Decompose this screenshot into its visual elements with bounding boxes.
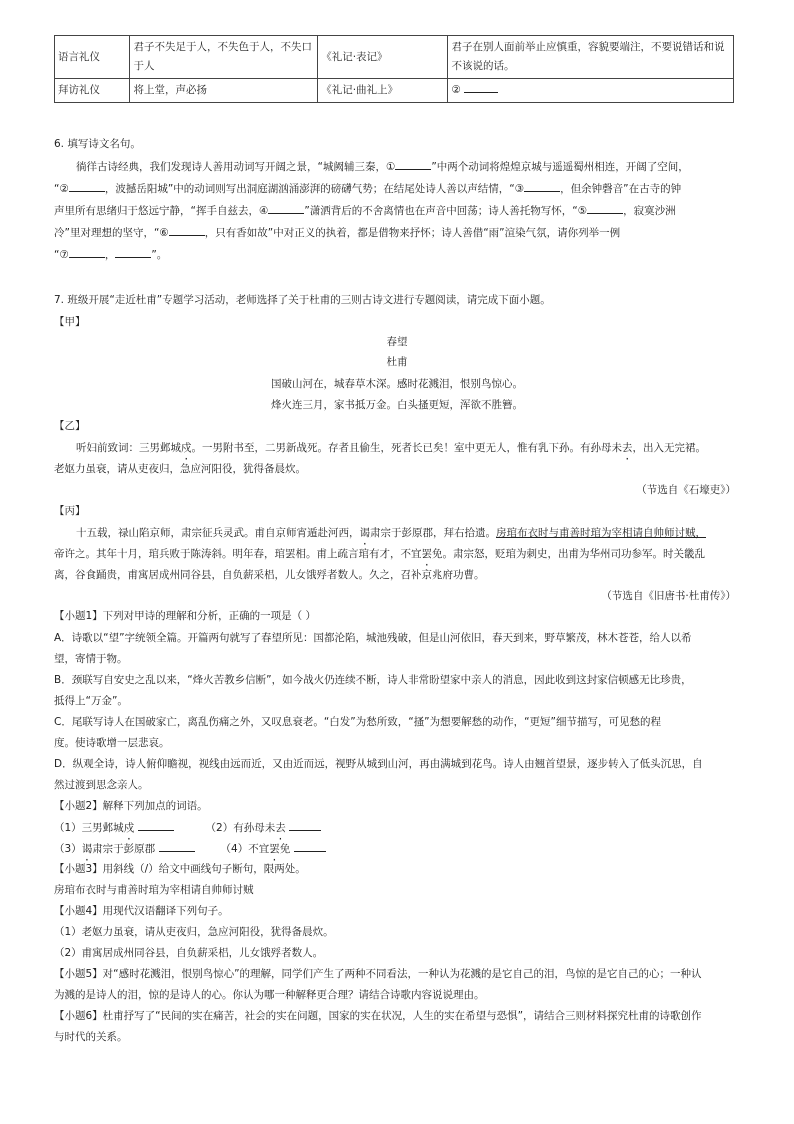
translate-item: （2）甫寓居成州同谷县，自负薪采梠，儿女饿殍者数人。 [54,947,324,959]
table-cell: 语言礼仪 [55,36,130,79]
answer-blank[interactable] [464,81,498,93]
source-note: （节选自《旧唐书·杜甫传》） [601,590,736,602]
passage-line: 帝许之。其年十月，琯兵败于陈涛斜。明年春，琯罢相。甫上疏言琯有才，不宜罢免。肃宗怒，贬琯为刺史，出甫为华州司功参军。时关畿乱 [54,548,705,560]
answer-blank[interactable] [294,840,326,852]
q6-line: 声里所有思绪归于悠远宁静，“挥手自兹去，④ ”潇洒背后的不舍离情也在声音中回荡；诗人善托物写怀，“⑤ ，寂寞沙洲 [54,202,676,219]
subquestion-5: 【小题5】对“感时花溅泪，恨别鸟惊心”的理解，同学们产生了两种不同看法，一种认为花溅的是它自己的泪，鸟惊的是它自己的心；一种认 [54,968,702,980]
poem-title: 春望 [386,336,408,348]
source-note: （节选自《石壕吏》） [636,484,736,496]
answer-blank[interactable] [395,158,431,170]
answer-blank[interactable] [268,202,304,214]
table-cell: 君子在别人面前举止应慎重，容貌要端注，不要说错话和说不该说的话。 [448,36,734,79]
poem-line: 国破山河在，城春草木深。感时花溅泪，恨别鸟惊心。 [271,378,523,390]
poem-line: 烽火连三月，家书抵万金。白头搔更短，浑欲不胜簪。 [271,399,523,411]
passage-line: 十五载，禄山陷京师，肃宗征兵灵武。甫自京师宵遁赴河西，谒肃宗于彭原郡，拜右拾遗。房琯布衣时与甫善时琯为宰相请自帅师讨贼， [76,527,706,539]
passage-line: 老妪力虽衰，请从吏夜归，急应河阳役，犹得备晨炊。 [54,463,306,475]
sentence-to-punctuate: 房琯布衣时与甫善时琯为宰相请自帅师讨贼 [54,884,254,896]
option-d[interactable]: D．纵观全诗，诗人俯仰瞻视，视线由远而近，又由近而远，视野从城到山河，再由满城到花鸟。诗人由翘首望景，逐步转入了低头沉思，自 [54,758,703,770]
passage-line: 离，谷食踊贵，甫寓居成州同谷县，自负薪采梠，儿女饿殍者数人。久之，召补京兆府功曹。 [54,569,485,581]
table-row [55,36,734,79]
section-label-jia: 【甲】 [54,316,86,328]
answer-blank[interactable] [289,819,321,831]
q6-line: “⑦ ， ”。 [54,246,167,263]
table-row [55,79,734,103]
section-label-yi: 【乙】 [54,420,86,432]
blank-label: ② [451,84,461,96]
option-c[interactable]: C．尾联写诗人在国破家亡，离乱伤痛之外，又叹息衰老。“白发”为愁所致，“搔”为想要解愁的动作，“更短”细节描写，可见愁的程 [54,716,661,728]
subquestion-3: 【小题3】用斜线（/）给文中画线句子断句，限两处。 [54,863,306,875]
option-c-cont: 度。使诗歌增一层悲哀。 [54,737,170,749]
answer-blank[interactable] [524,180,560,192]
section-label-bing: 【丙】 [54,505,86,517]
answer-blank[interactable] [69,180,105,192]
etiquette-table [54,35,734,103]
q6-line: 徜徉古诗经典，我们发现诗人善用动词写开阔之景，“城阙辅三秦，① ”中两个动词将煌煌京城与遥遥蜀州相连，开阔了空间， [76,158,689,175]
subquestion-2: 【小题2】解释下列加点的词语。 [54,800,208,812]
subquestion-1: 【小题1】下列对甲诗的理解和分析，正确的一项是（ ） [54,610,317,622]
table-cell: 《礼记·曲礼上》 [318,79,448,103]
q6-line: “② ，波撼岳阳城”中的动词则写出洞庭湖汹涌澎湃的磅礴气势；在结尾处诗人善以声结情，“③ ，但余钟磬音”在古寺的钟 [54,180,681,197]
option-b-cont: 抵得上“万金”。 [54,695,128,707]
passage-line: 听妇前致词：三男邺城戍。一男附书至，二男新战死。存者且偷生，死者长已矣！室中更无人，惟有乳下孙。有孙母未去，出入无完裙。 [76,442,706,454]
vocab-row: （3）谒肃宗于彭原郡 （4）不宜罢免 [54,840,326,857]
q6-title: 6. 填写诗文名句。 [54,138,141,150]
option-a-cont: 望，寄情于物。 [54,653,128,665]
poem-author: 杜甫 [386,356,408,368]
subquestion-6-cont: 与时代的关系。 [54,1031,128,1043]
table-cell: 拜访礼仪 [55,79,130,103]
option-a[interactable]: A．诗歌以“望”字统领全篇。开篇两句就写了春望所见：国都沦陷，城池残破，但是山河依旧，春天到来，野草繁茂，林木苍苍，给人以希 [54,632,692,644]
translate-item: （1）老妪力虽衰，请从吏夜归，急应河阳役，犹得备晨炊。 [54,926,334,938]
answer-blank[interactable] [169,224,205,236]
q7-intro: 7. 班级开展“走近杜甫”专题学习活动，老师选择了关于杜甫的三则古诗文进行专题阅读，请完成下面小题。 [54,294,551,306]
subquestion-4: 【小题4】用现代汉语翻译下列句子。 [54,905,229,917]
table-cell [448,79,734,103]
q6-line: 冷”里对理想的坚守，“⑥ ，只有香如故”中对正义的执着，都是借物来抒怀；诗人善借“雨”渲染气氛，请你列举一例 [54,224,620,241]
option-b[interactable]: B．颈联写自安史之乱以来，“烽火苦教乡信断”，如今战火仍连续不断，诗人非常盼望家中亲人的消息，因此收到这封家信顿感无比珍贵， [54,674,692,686]
answer-blank[interactable] [69,246,105,258]
table-cell: 君子不失足于人，不失色于人，不失口于人 [130,36,318,79]
table-cell: 《礼记·表记》 [318,36,448,79]
subquestion-6: 【小题6】杜甫抒写了“民间的实在痛苦，社会的实在问题，国家的实在状况，人生的实在希望与恐惧”，请结合三则材料探究杜甫的诗歌创作 [54,1010,702,1022]
option-d-cont: 然过渡到思念亲人。 [54,779,149,791]
answer-blank[interactable] [587,202,623,214]
answer-blank[interactable] [159,840,195,852]
table-cell: 将上堂，声必扬 [130,79,318,103]
answer-blank[interactable] [115,246,151,258]
vocab-row: （1）三男邺城戍 （2）有孙母未去 [54,819,321,836]
underlined-sentence: 房琯布衣时与甫善时琯为宰相请自帅师讨贼， [496,527,706,539]
answer-blank[interactable] [138,819,174,831]
subquestion-5-cont: 为溅的是诗人的泪，惊的是诗人的心。你认为哪一种解释更合理？请结合诗歌内容说说理由。 [54,989,485,1001]
